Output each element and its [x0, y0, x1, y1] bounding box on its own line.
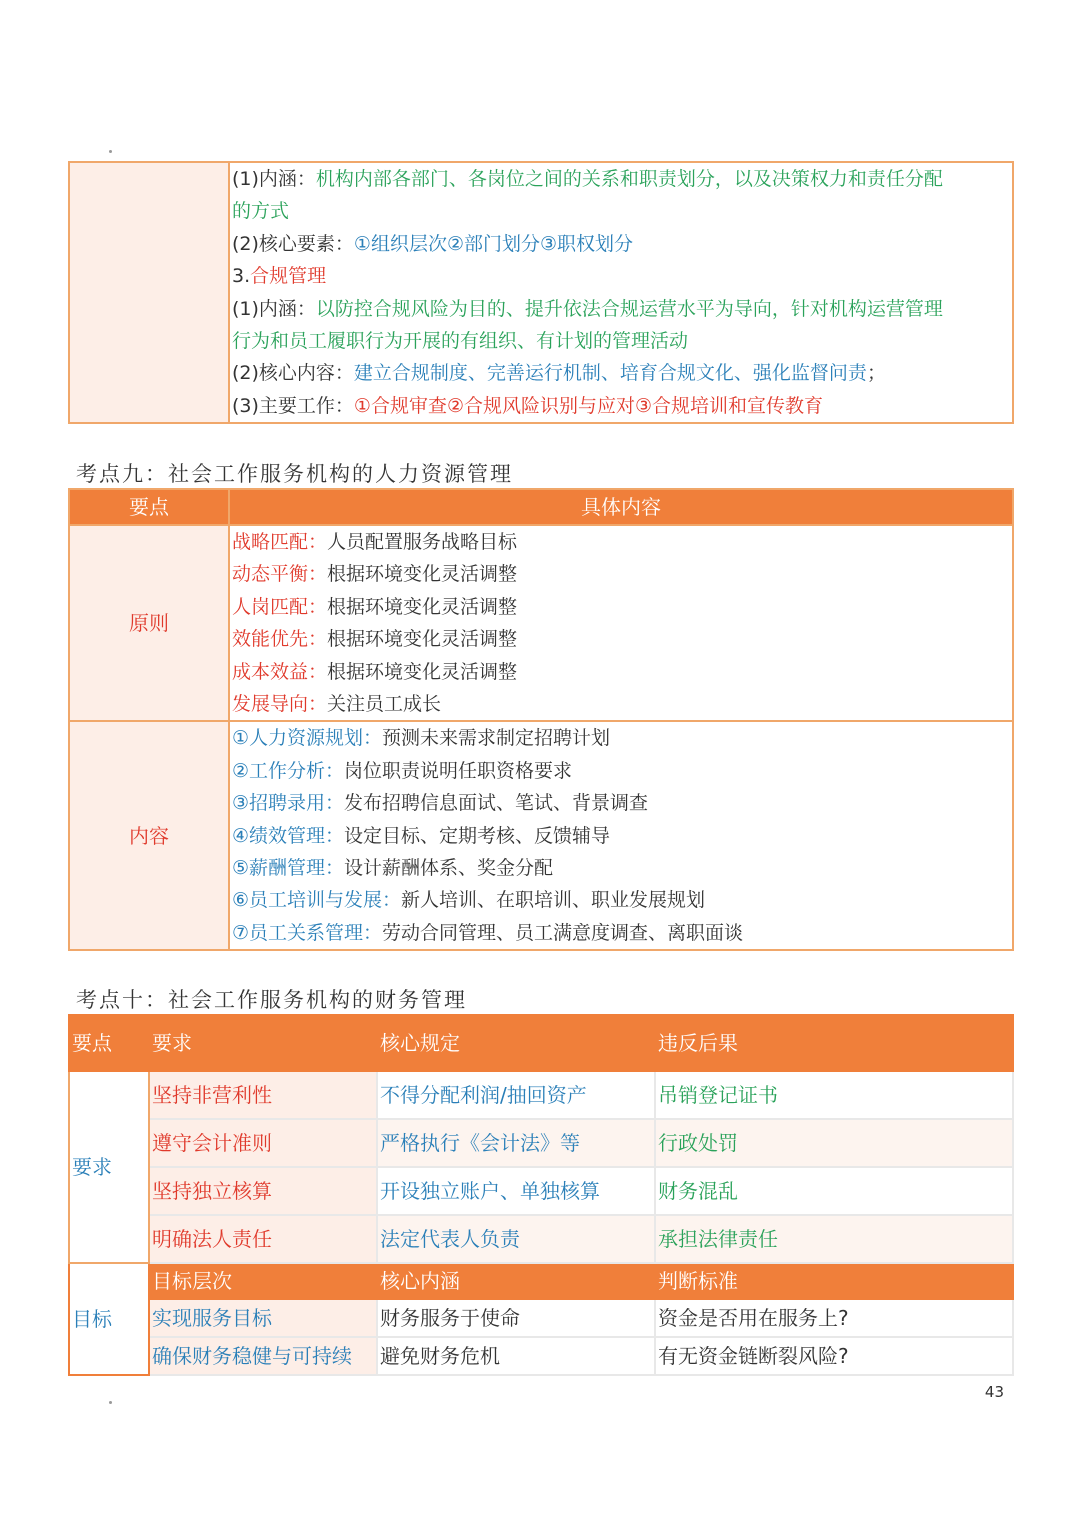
goal-cell: 确保财务稳健与可持续 — [149, 1337, 377, 1375]
table-row — [69, 1215, 1013, 1263]
table-row — [69, 1263, 1013, 1299]
goal-row-label: 目标 — [69, 1263, 149, 1375]
list-item — [232, 688, 1010, 720]
item-value: 根据环境变化灵活调整 — [327, 595, 518, 618]
list-item — [232, 558, 1010, 590]
text-segment: ； — [866, 362, 886, 385]
header-point: 要点 — [69, 1015, 149, 1071]
list-item — [232, 755, 1010, 787]
decorative-dot-top — [109, 150, 112, 153]
consequence-cell: 行政处罚 — [655, 1119, 1013, 1167]
table-row — [69, 1167, 1013, 1215]
principle-list — [229, 525, 1013, 721]
header-key-points: 要点 — [69, 489, 229, 525]
text-segment: ①合规审查②合规风险识别与应对③合规培训和宣传教育 — [353, 394, 824, 417]
goal-criterion-cell: 有无资金链断裂风险? — [655, 1337, 1013, 1375]
item-key: ①人力资源规划： — [232, 727, 383, 750]
text-segment: ①组织层次②部门划分③职权划分 — [353, 232, 634, 255]
text-segment: (3)主要工作： — [232, 394, 354, 417]
header-details: 具体内容 — [229, 489, 1013, 525]
item-value: 岗位职责说明任职资格要求 — [344, 759, 573, 782]
text-segment: 行为和员工履职行为开展的有组织、有计划的管理活动 — [232, 330, 689, 353]
content-line — [232, 357, 1010, 389]
text-segment: (1)内涵： — [232, 297, 316, 320]
content-line — [232, 228, 1010, 260]
list-item — [232, 722, 1010, 754]
header-consequence: 违反后果 — [655, 1015, 1013, 1071]
org-compliance-table — [68, 161, 1014, 424]
list-item — [232, 787, 1010, 819]
text-segment: 机构内部各部门、各岗位之间的关系和职责划分，以及决策权力和责任分配 — [315, 168, 943, 190]
item-value: 人员配置服务战略目标 — [327, 531, 518, 553]
item-value: 劳动合同管理、员工满意度调查、离职面谈 — [382, 921, 744, 944]
item-value: 设计薪酬体系、奖金分配 — [344, 857, 554, 880]
item-key: ⑥员工培训与发展： — [232, 889, 402, 912]
content-line — [232, 195, 1010, 227]
header-requirement: 要求 — [149, 1015, 377, 1071]
page-number: 43 — [984, 1383, 1004, 1401]
decorative-dot-bottom — [109, 1401, 112, 1404]
goal-header-meaning: 核心内涵 — [377, 1263, 655, 1299]
list-item — [232, 656, 1010, 688]
content-line — [232, 390, 1010, 422]
item-key: 发展导向： — [232, 693, 328, 716]
consequence-cell: 财务混乱 — [655, 1167, 1013, 1215]
item-key: ⑤薪酬管理： — [232, 857, 345, 880]
requirement-cell: 坚持非营利性 — [149, 1071, 377, 1119]
item-key: ②工作分析： — [232, 759, 345, 782]
goal-meaning-cell: 财务服务于使命 — [377, 1299, 655, 1337]
requirement-cell: 坚持独立核算 — [149, 1167, 377, 1215]
section9-title: 考点九：社会工作服务机构的人力资源管理 — [76, 462, 513, 486]
item-key: 成本效益： — [232, 660, 328, 683]
item-value: 根据环境变化灵活调整 — [327, 628, 518, 651]
text-segment: 建立合规制度、完善运行机制、培育合规文化、强化监督问责 — [353, 362, 867, 385]
list-item — [232, 852, 1010, 884]
core-rule-cell: 严格执行《会计法》等 — [377, 1119, 655, 1167]
content-line — [232, 325, 1010, 357]
table-row — [69, 1071, 1013, 1119]
hr-management-table — [68, 488, 1014, 951]
core-rule-cell: 不得分配利润/抽回资产 — [377, 1071, 655, 1119]
list-item — [232, 623, 1010, 655]
item-key: ③招聘录用： — [232, 792, 345, 815]
list-item — [232, 820, 1010, 852]
item-key: ④绩效管理： — [232, 824, 345, 847]
requirement-cell: 明确法人责任 — [149, 1215, 377, 1263]
text-segment: 3. — [232, 265, 251, 288]
consequence-cell: 吊销登记证书 — [655, 1071, 1013, 1119]
text-segment: 以防控合规风险为目的、提升依法合规运营水平为导向，针对机构运营管理 — [315, 297, 943, 320]
item-key: 战略匹配： — [232, 531, 328, 553]
list-item — [232, 884, 1010, 916]
item-key: 动态平衡： — [232, 563, 328, 586]
list-item — [232, 526, 1010, 558]
core-rule-cell: 开设独立账户、单独核算 — [377, 1167, 655, 1215]
item-value: 根据环境变化灵活调整 — [327, 563, 518, 586]
item-value: 发布招聘信息面试、笔试、背景调查 — [344, 792, 649, 815]
goal-cell: 实现服务目标 — [149, 1299, 377, 1337]
goal-meaning-cell: 避免财务危机 — [377, 1337, 655, 1375]
consequence-cell: 承担法律责任 — [655, 1215, 1013, 1263]
table-row — [69, 1299, 1013, 1337]
item-value: 设定目标、定期考核、反馈辅导 — [344, 824, 611, 847]
content-list — [229, 721, 1013, 950]
section10-title: 考点十：社会工作服务机构的财务管理 — [76, 988, 467, 1012]
goal-criterion-cell: 资金是否用在服务上? — [655, 1299, 1013, 1337]
text-segment: 的方式 — [232, 200, 290, 223]
list-item — [232, 917, 1010, 949]
list-item — [232, 591, 1010, 623]
content-line — [232, 163, 1010, 195]
content-line — [232, 293, 1010, 325]
text-segment: (1)内涵： — [232, 168, 316, 190]
item-value: 预测未来需求制定招聘计划 — [382, 727, 611, 750]
text-segment: 合规管理 — [250, 265, 327, 288]
item-key: ⑦员工关系管理： — [232, 921, 383, 944]
requirement-row-label: 要求 — [69, 1071, 149, 1263]
goal-header-level: 目标层次 — [149, 1263, 377, 1299]
goal-header-criterion: 判断标准 — [655, 1263, 1013, 1299]
finance-management-table — [68, 1014, 1014, 1376]
table-row — [69, 1337, 1013, 1375]
header-core-rule: 核心规定 — [377, 1015, 655, 1071]
requirement-cell: 遵守会计准则 — [149, 1119, 377, 1167]
table-row — [69, 1119, 1013, 1167]
text-segment: (2)核心要素： — [232, 232, 354, 255]
item-value: 根据环境变化灵活调整 — [327, 660, 518, 683]
content-line — [232, 260, 1010, 292]
principle-label: 原则 — [69, 525, 229, 721]
core-rule-cell: 法定代表人负责 — [377, 1215, 655, 1263]
item-key: 效能优先： — [232, 628, 328, 651]
item-key: 人岗匹配： — [232, 595, 328, 618]
text-segment: (2)核心内容： — [232, 362, 354, 385]
table1-left-cell — [69, 162, 229, 423]
content-label: 内容 — [69, 721, 229, 950]
item-value: 新人培训、在职培训、职业发展规划 — [401, 889, 706, 912]
table1-content-cell — [229, 162, 1013, 423]
item-value: 关注员工成长 — [327, 693, 442, 716]
